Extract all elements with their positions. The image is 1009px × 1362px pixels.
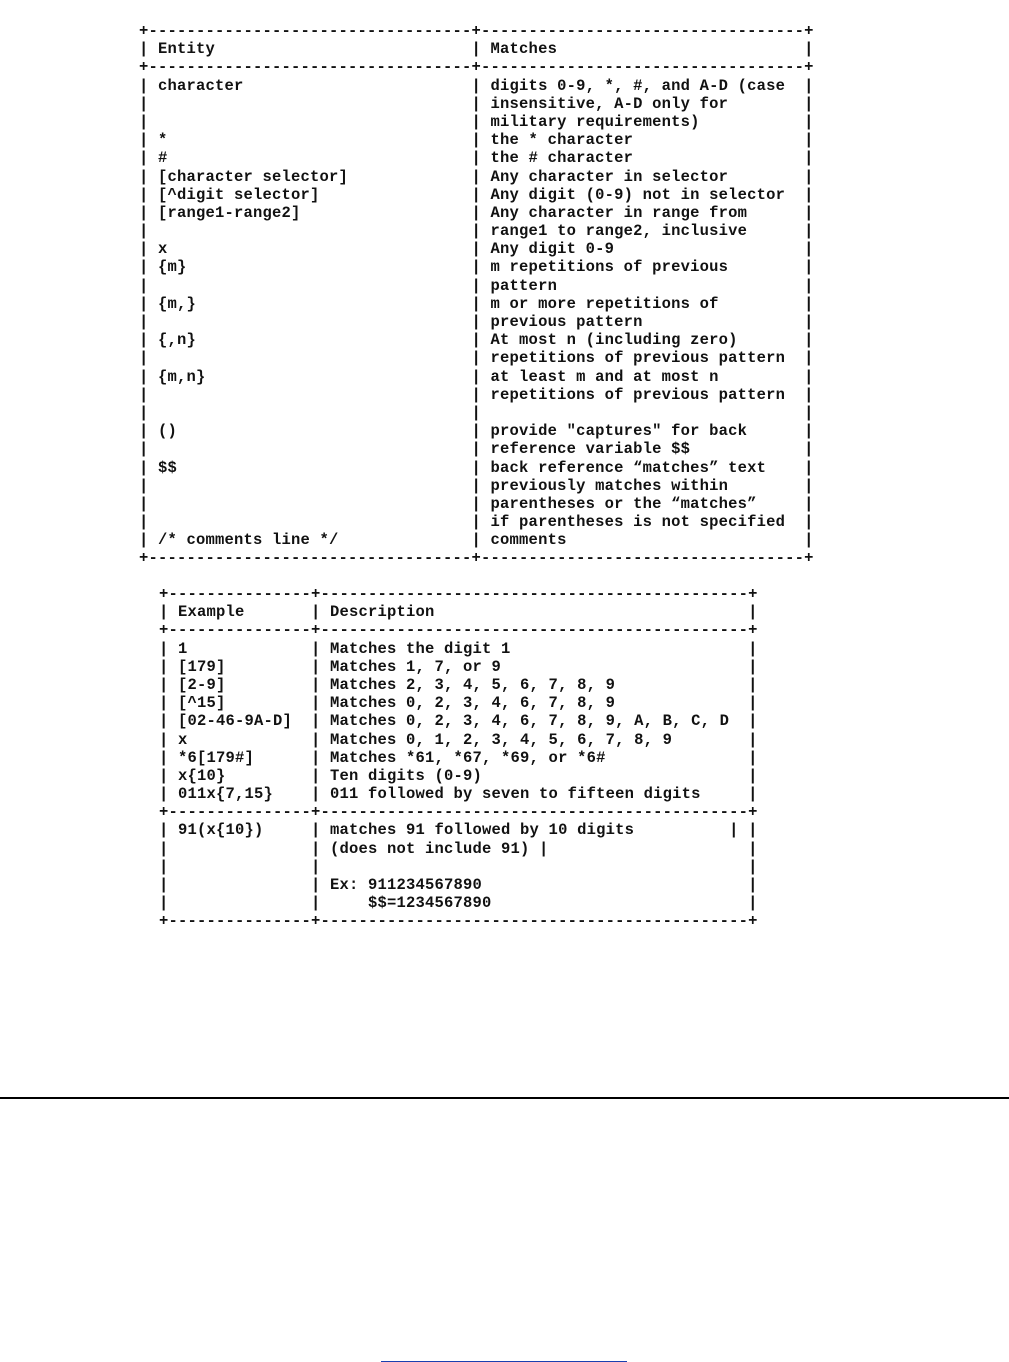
entity-table-line: | | repetitions of previous pattern |	[139, 385, 814, 404]
entity-table-line: | | range1 to range2, inclusive |	[139, 222, 814, 241]
entity-table-line: | [range1-range2] | Any character in range from |	[139, 203, 814, 222]
entity-table-line: | # | the # character |	[139, 149, 814, 168]
example-table-line: | | |	[159, 857, 758, 876]
entity-table-line: | {m,n} | at least m and at most n |	[139, 367, 814, 386]
entity-table-line: | Entity | Matches |	[139, 40, 814, 59]
entity-table-line: | [^digit selector] | Any digit (0-9) not in selector |	[139, 185, 814, 204]
example-table-line: | 1 | Matches the digit 1 |	[159, 639, 758, 658]
example-table-line: | | (does not include 91) | |	[159, 839, 758, 858]
entity-table-line: | | parentheses or the “matches” |	[139, 494, 814, 513]
entity-table-line: | $$ | back reference “matches” text |	[139, 458, 814, 477]
example-description-table	[159, 585, 758, 931]
example-table-line: | | Ex: 911234567890 |	[159, 876, 758, 894]
example-table-line: +---------------+---------------------------------------------+	[159, 912, 758, 931]
entity-table-line: | () | provide "captures" for back |	[139, 422, 814, 441]
entity-table-line: | | pattern |	[139, 276, 814, 295]
entity-table-line: | {m} | m repetitions of previous |	[139, 258, 814, 277]
example-table-line: | [179] | Matches 1, 7, or 9 |	[159, 657, 758, 676]
entity-table-line: | /* comments line */ | comments |	[139, 531, 814, 550]
entity-table-line: | | |	[139, 403, 814, 422]
entity-table-line: | | insensitive, A-D only for |	[139, 94, 814, 113]
entity-table-line: | | previous pattern |	[139, 313, 814, 331]
entity-table-line: | | reference variable $$ |	[139, 440, 814, 459]
entity-table-line: | | if parentheses is not specified |	[139, 513, 814, 532]
example-table-line: +---------------+---------------------------------------------+	[159, 803, 758, 822]
example-table-line: | [^15] | Matches 0, 2, 3, 4, 6, 7, 8, 9 |	[159, 694, 758, 713]
entity-table-line: | | repetitions of previous pattern |	[139, 349, 814, 368]
example-table-line: | [02-46-9A-D] | Matches 0, 2, 3, 4, 6, 7, 8, 9, A, B, C, D |	[159, 712, 758, 731]
example-table-line: +---------------+---------------------------------------------+	[159, 585, 758, 603]
entity-table-line: | * | the * character |	[139, 131, 814, 150]
entity-table-line: +----------------------------------+----------------------------------+	[139, 549, 814, 568]
entity-matches-table	[139, 22, 814, 568]
entity-table-line: +----------------------------------+----------------------------------+	[139, 58, 814, 77]
entity-table-line: | | military requirements) |	[139, 112, 814, 131]
entity-table-line: | {,n} | At most n (including zero) |	[139, 331, 814, 350]
example-table-line: | x | Matches 0, 1, 2, 3, 4, 5, 6, 7, 8, 9 |	[159, 730, 758, 749]
example-table-line: | 91(x{10}) | matches 91 followed by 10 digits | |	[159, 821, 758, 840]
example-table-line: | 011x{7,15} | 011 followed by seven to fifteen digits |	[159, 785, 758, 804]
example-table-line: | | $$=1234567890 |	[159, 894, 758, 913]
example-table-line: | *6[179#] | Matches *61, *67, *69, or *6# |	[159, 748, 758, 767]
entity-table-line: | x | Any digit 0-9 |	[139, 240, 814, 259]
entity-table-line: | {m,} | m or more repetitions of |	[139, 294, 814, 313]
entity-table-line: | | previously matches within |	[139, 476, 814, 495]
example-table-line: | [2-9] | Matches 2, 3, 4, 5, 6, 7, 8, 9 |	[159, 675, 758, 694]
example-table-line: | Example | Description |	[159, 603, 758, 622]
entity-table-line: | [character selector] | Any character in selector |	[139, 167, 814, 186]
entity-table-line: | character | digits 0-9, *, #, and A-D (case |	[139, 76, 814, 95]
example-table-line: | x{10} | Ten digits (0-9) |	[159, 766, 758, 785]
page-separator-rule	[0, 1097, 1009, 1099]
example-table-line: +---------------+---------------------------------------------+	[159, 621, 758, 640]
entity-table-line: +----------------------------------+----------------------------------+	[139, 22, 814, 40]
